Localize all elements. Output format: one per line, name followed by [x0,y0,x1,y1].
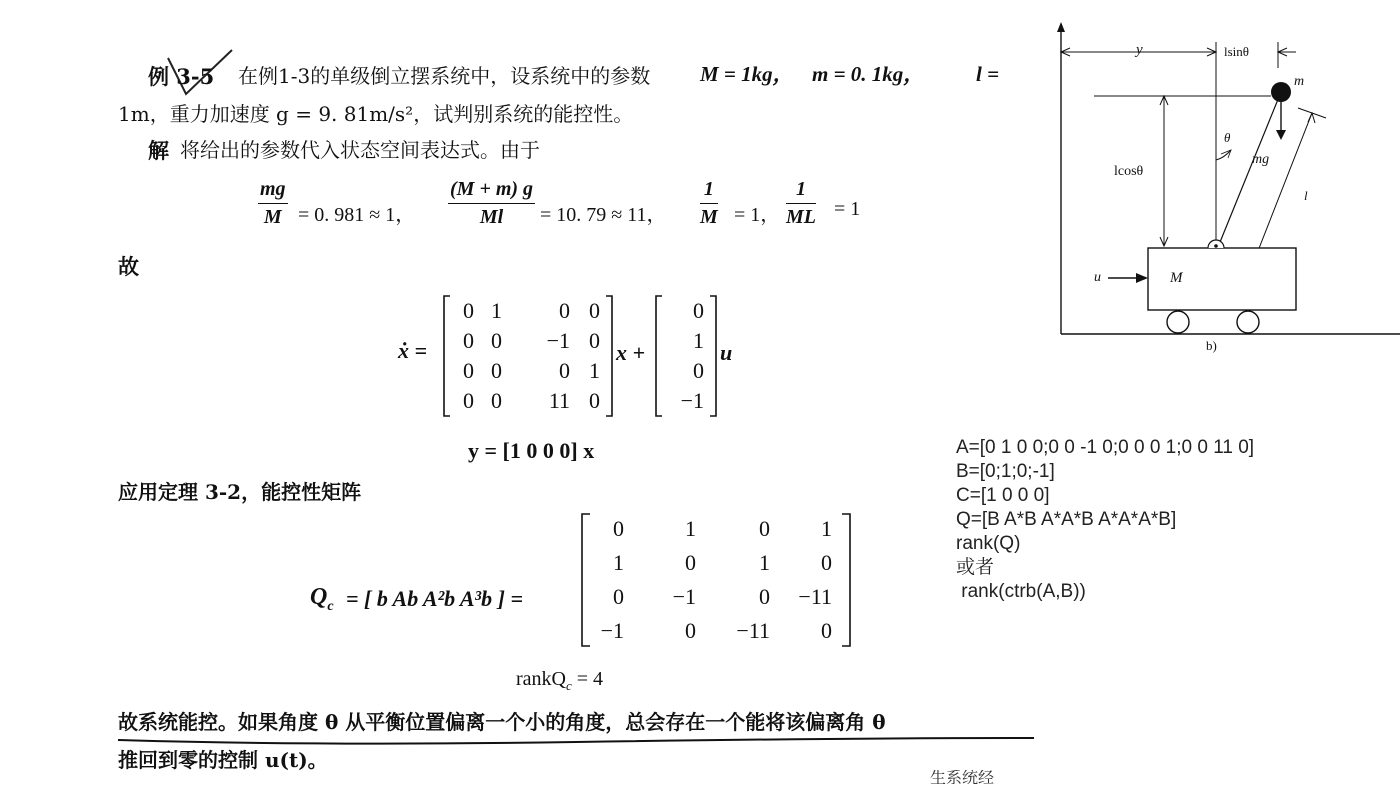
Qc-cell: −1 [672,584,696,609]
B-cell: 1 [693,328,704,353]
Qc-matrix [580,510,852,650]
fraction-3-value: = 1， [734,204,781,226]
label-lsin-theta: lsinθ [1224,44,1250,59]
label-M: M [1170,270,1183,286]
param-m: m = 0. 1kg， [812,62,925,86]
matlab-line: C=[1 0 0 0] [956,485,1050,506]
u-symbol: u [720,340,733,365]
Qc-cell: −11 [736,618,770,643]
x-plus: x + [616,340,646,365]
A-cell: −1 [546,328,570,353]
matlab-line: Q=[B A*B A*A*B A*A*A*B] [956,509,1177,530]
A-cell: 0 [559,298,570,323]
solution-label: 解 [148,138,169,163]
B-cell: −1 [680,388,704,413]
Qc-cell: 0 [685,550,696,575]
Qc-cell: −11 [798,584,832,609]
fraction-Mm-g-over-Ml: $\frac{(M + m) g}{Ml}$ [450,178,534,228]
matlab-line: rank(Q) [956,533,1021,554]
label-u: u [1094,270,1101,285]
B-cell: 0 [693,358,704,383]
Qc-cell: 1 [685,516,696,541]
Qc-cell: 0 [613,516,624,541]
Qc-definition: = [ b Ab A²b A³b ] = [346,586,523,611]
therefore-label: 故 [118,254,139,279]
label-l: l [1304,188,1308,203]
Qc-symbol: $Q_c$ [310,584,334,614]
fraction-1-over-ML: $\frac{1}{ML}$ [786,178,816,228]
output-equation: y = [1 0 0 0] x [468,438,595,463]
Qc-cell: 1 [613,550,624,575]
B-vector [654,292,718,420]
problem-line1: 在例1-3的单级倒立摆系统中，设系统中的参数 [238,64,651,88]
matlab-line: rank(ctrb(A,B)) [956,581,1086,602]
rank-result: rankQ$_c$ = 4 [516,668,604,693]
A-cell: 0 [491,328,502,353]
param-M: M = 1kg， [700,62,794,86]
A-cell: 0 [463,358,474,383]
example-label: 例 3-5 [148,64,215,89]
Qc-cell: 0 [613,584,624,609]
Qc-cell: 0 [759,516,770,541]
fraction-2-value: = 10. 79 ≈ 11， [540,204,667,226]
theorem-line: 应用定理 3-2，能控性矩阵 [118,480,362,504]
Qc-cell: −1 [600,618,624,643]
Qc-cell: 0 [821,550,832,575]
A-cell: 0 [589,388,600,413]
A-cell: 0 [491,388,502,413]
A-cell: 0 [589,298,600,323]
fraction-1-over-M: $\frac{1}{M}$ [700,178,718,228]
label-theta: θ [1224,130,1231,145]
fraction-mg-over-M: $\frac{mg}{M}$ [260,178,286,228]
matlab-line: A=[0 1 0 0;0 0 -1 0;0 0 0 1;0 0 11 0] [956,437,1255,458]
A-cell: 0 [463,388,474,413]
A-cell: 0 [559,358,570,383]
matlab-notes [956,438,1396,606]
conclusion-line2: 推回到零的控制 u(t)。 [118,748,328,772]
fraction-1-value: = 0. 981 ≈ 1， [298,204,416,226]
A-cell: 0 [589,328,600,353]
footer-partial-text: 生系统经 [930,770,995,784]
A-cell: 0 [463,328,474,353]
A-cell: 1 [589,358,600,383]
A-cell: 0 [491,358,502,383]
xdot-lhs: ẋ = [398,338,428,363]
Qc-cell: 0 [821,618,832,643]
Qc-cell: 1 [821,516,832,541]
A-cell: 11 [548,388,570,413]
inverted-pendulum-diagram [1056,20,1400,356]
matlab-line: 或者 [956,557,995,578]
diagram-caption: b) [1206,338,1217,353]
Qc-cell: 0 [759,584,770,609]
A-matrix [442,292,614,420]
fraction-4-value: = 1 [834,198,861,220]
conclusion-line1: 故系统能控。如果角度 θ 从平衡位置偏离一个小的角度，总会存在一个能将该偏离角 θ [118,710,886,734]
label-mg: mg [1252,152,1270,167]
label-m: m [1294,74,1305,89]
Qc-cell: 1 [759,550,770,575]
solution-text: 将给出的参数代入状态空间表达式。由于 [180,138,540,162]
pendulum-drawing [1056,20,1400,356]
label-lcos-theta: lcosθ [1114,164,1144,179]
param-l: l = [976,62,1000,86]
Qc-cell: 0 [685,618,696,643]
matlab-line: B=[0;1;0;-1] [956,461,1055,482]
problem-line2: 1m，重力加速度 g = 9. 81m/s²，试判别系统的能控性。 [118,102,634,126]
B-cell: 0 [693,298,704,323]
A-cell: 0 [463,298,474,323]
A-cell: 1 [491,298,502,323]
label-y: y [1136,42,1143,58]
